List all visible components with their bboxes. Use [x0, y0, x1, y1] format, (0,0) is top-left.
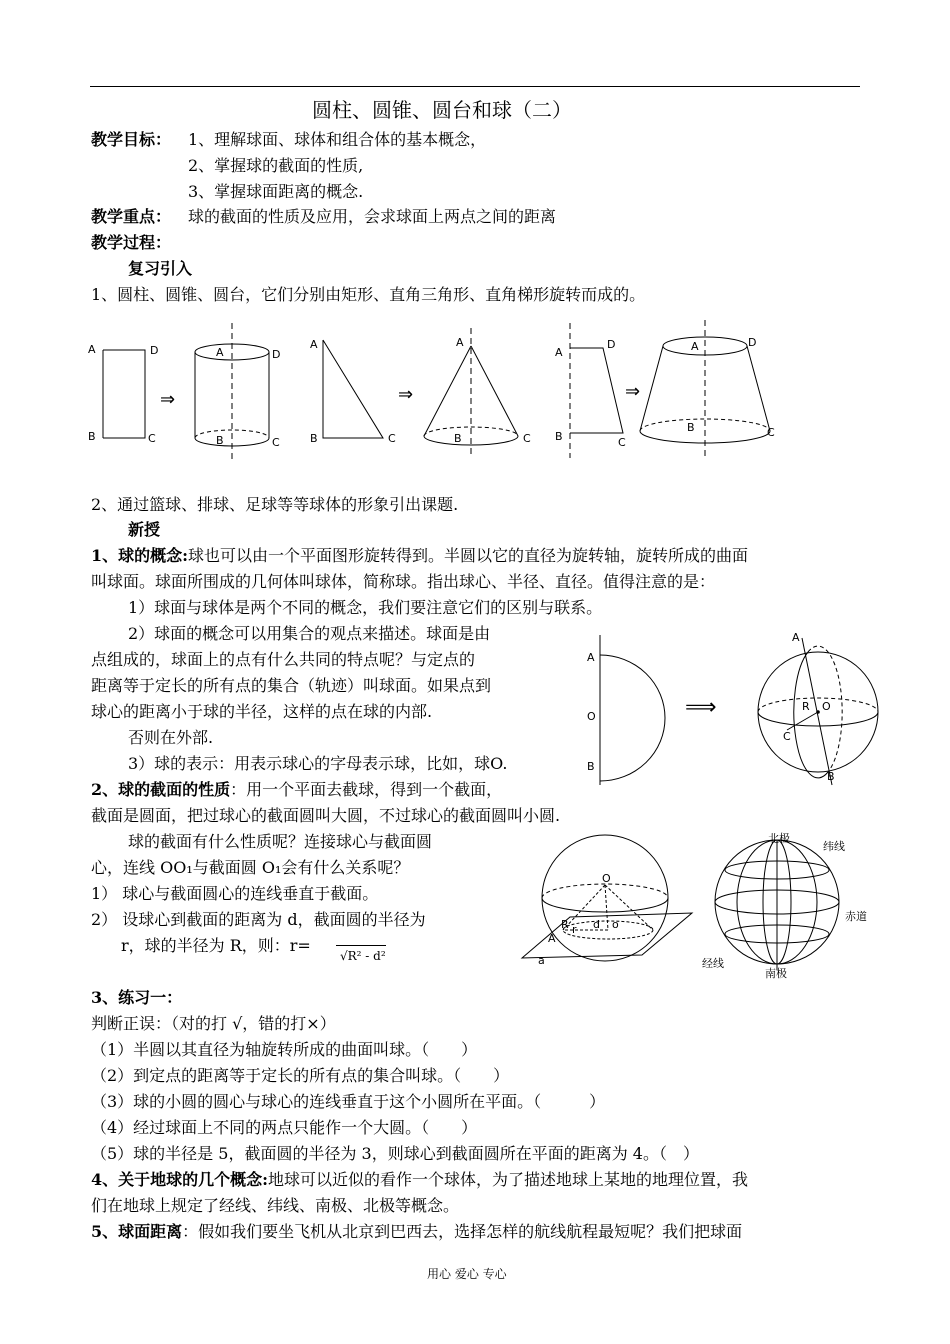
new-heading: 新授 — [128, 520, 161, 539]
long-arrow-icon: ⟹ — [685, 695, 717, 720]
label-equator: 赤道 — [845, 910, 867, 923]
top-rule — [90, 86, 860, 87]
objectives-label: 教学目标： — [91, 130, 172, 149]
label-r: r — [572, 923, 577, 936]
label-C: C — [618, 436, 626, 449]
label-D: D — [607, 338, 616, 351]
review-line: 1、圆柱、圆锥、圆台，它们分别由矩形、直角三角形、直角梯形旋转而成的。 — [91, 285, 646, 304]
objective-item: 2、掌握球的截面的性质, — [188, 156, 364, 175]
label-B: B — [555, 430, 563, 443]
label-longitude: 经线 — [702, 957, 724, 970]
arrow-icon: ⇒ — [160, 389, 176, 410]
concept-line: 点组成的，球面上的点有什么共同的特点呢？与定点的 — [91, 650, 476, 669]
label-A: A — [456, 336, 464, 349]
section-result: 1） 球心与截面圆心的连线垂直于截面。 — [91, 884, 379, 903]
label-B: B — [827, 770, 835, 783]
label-A: A — [310, 338, 318, 351]
exercise-item: （1）半圆以其直径为轴旋转所成的曲面叫球。（ ） — [91, 1040, 478, 1059]
label-north-pole: 北极 — [768, 832, 790, 845]
concept-line: 球心的距离小于球的半径，这样的点在球的内部. — [91, 702, 433, 721]
label-B: B — [216, 434, 224, 447]
label-C: C — [272, 436, 280, 449]
label-A: A — [555, 346, 563, 359]
label-O: O — [602, 872, 611, 885]
arrow-icon: ⇒ — [625, 381, 641, 402]
label-A: A — [216, 346, 224, 359]
label-C: C — [767, 426, 775, 439]
section-result: 2） 设球心到截面的距离为 d，截面圆的半径为 — [91, 910, 426, 929]
exercise-item: （5）球的半径是 5，截面圆的半径为 3，则球心到截面圆所在平面的距离为 4。（ ） — [91, 1144, 699, 1163]
section-line: 球的截面有什么性质呢？连接球心与截面圆 — [128, 832, 433, 851]
label-d: d — [593, 918, 600, 931]
label-A: A — [792, 631, 800, 644]
label-C: C — [783, 730, 791, 743]
exercise-item: （3）球的小圆的圆心与球心的连线垂直于这个小圆所在平面。（ ） — [91, 1092, 606, 1111]
label-A: A — [587, 651, 595, 664]
label-south-pole: 南极 — [765, 967, 787, 980]
label-C: C — [148, 432, 156, 445]
focus-label: 教学重点： — [91, 207, 172, 226]
label-D: D — [748, 336, 757, 349]
semicircle-sphere-figure — [580, 630, 900, 790]
label-B: B — [587, 760, 595, 773]
review-heading: 复习引入 — [128, 259, 193, 278]
page-footer: 用心 爱心 专心 — [427, 1267, 507, 1281]
exercise-label: 3、练习一： — [91, 988, 183, 1007]
concept-paragraph: 1、球的概念:球也可以由一个平面图形旋转得到。半圆以它的直径为旋转轴，旋转所成的曲面 — [91, 546, 749, 565]
focus-text: 球的截面的性质及应用，会求球面上两点之间的距离 — [188, 207, 557, 226]
concept-line: 叫球面。球面所围成的几何体叫球体，简称球。指出球心、半径、直径。值得注意的是： — [91, 572, 716, 591]
section-line: 心，连线 OO₁与截面圆 O₁会有什么关系呢？ — [91, 858, 410, 877]
label-R: R — [802, 700, 810, 713]
label-B: B — [88, 430, 96, 443]
exercise-item: （2）到定点的距离等于定长的所有点的集合叫球。（ ） — [91, 1066, 510, 1085]
label-B: B — [454, 432, 462, 445]
section-paragraph: 2、球的截面的性质：用一个平面去截球，得到一个截面， — [91, 780, 503, 799]
solids-of-revolution-figure — [80, 318, 800, 468]
section-result: r，球的半径为 R，则：r= — [121, 936, 311, 955]
radius-formula: √R² - d² — [336, 945, 386, 966]
label-A: A — [548, 932, 556, 945]
objective-item: 3、掌握球面距离的概念. — [188, 182, 364, 201]
label-o1: o — [612, 918, 619, 931]
section-globe-figure — [520, 830, 890, 980]
label-C: C — [388, 432, 396, 445]
label-B: B — [310, 432, 318, 445]
concept-point: 2）球面的概念可以用集合的观点来描述。球面是由 — [128, 624, 491, 643]
concept-point: 1）球面与球体是两个不同的概念，我们要注意它们的区别与联系。 — [128, 598, 603, 617]
concept-line: 距离等于定长的所有点的集合（轨迹）叫球面。如果点到 — [91, 676, 492, 695]
review-line: 2、通过篮球、排球、足球等等球体的形象引出课题. — [91, 495, 459, 514]
label-a: a — [538, 954, 545, 967]
label-O: O — [822, 700, 831, 713]
label-D: D — [272, 348, 281, 361]
label-R: R — [561, 918, 569, 931]
page-title: 圆柱、圆锥、圆台和球（二） — [312, 98, 572, 122]
label-A: A — [88, 343, 96, 356]
objective-item: 1、理解球面、球体和组合体的基本概念， — [188, 130, 487, 149]
label-O: O — [587, 710, 596, 723]
process-label: 教学过程： — [91, 233, 172, 252]
label-A: A — [691, 340, 699, 353]
section-line: 截面是圆面，把过球心的截面圆叫大圆，不过球心的截面圆叫小圆. — [91, 806, 561, 825]
label-C: C — [523, 432, 531, 445]
distance-paragraph: 5、球面距离：假如我们要坐飞机从北京到巴西去，选择怎样的航线航程最短呢？我们把球面 — [91, 1222, 743, 1241]
exercise-intro: 判断正误：（对的打 √，错的打×） — [91, 1014, 336, 1033]
label-D: D — [150, 344, 159, 357]
earth-paragraph: 4、关于地球的几个概念:地球可以近似的看作一个球体，为了描述地球上某地的地理位置，我 — [91, 1170, 749, 1189]
earth-line: 们在地球上规定了经线、纬线、南极、北极等概念。 — [91, 1196, 460, 1215]
concept-line: 否则在外部. — [128, 728, 214, 747]
label-B: B — [687, 421, 695, 434]
concept-point: 3）球的表示：用表示球心的字母表示球，比如，球O. — [128, 754, 508, 773]
arrow-icon: ⇒ — [398, 384, 414, 405]
exercise-item: （4）经过球面上不同的两点只能作一个大圆。（ ） — [91, 1118, 478, 1137]
label-latitude: 纬线 — [823, 840, 845, 853]
